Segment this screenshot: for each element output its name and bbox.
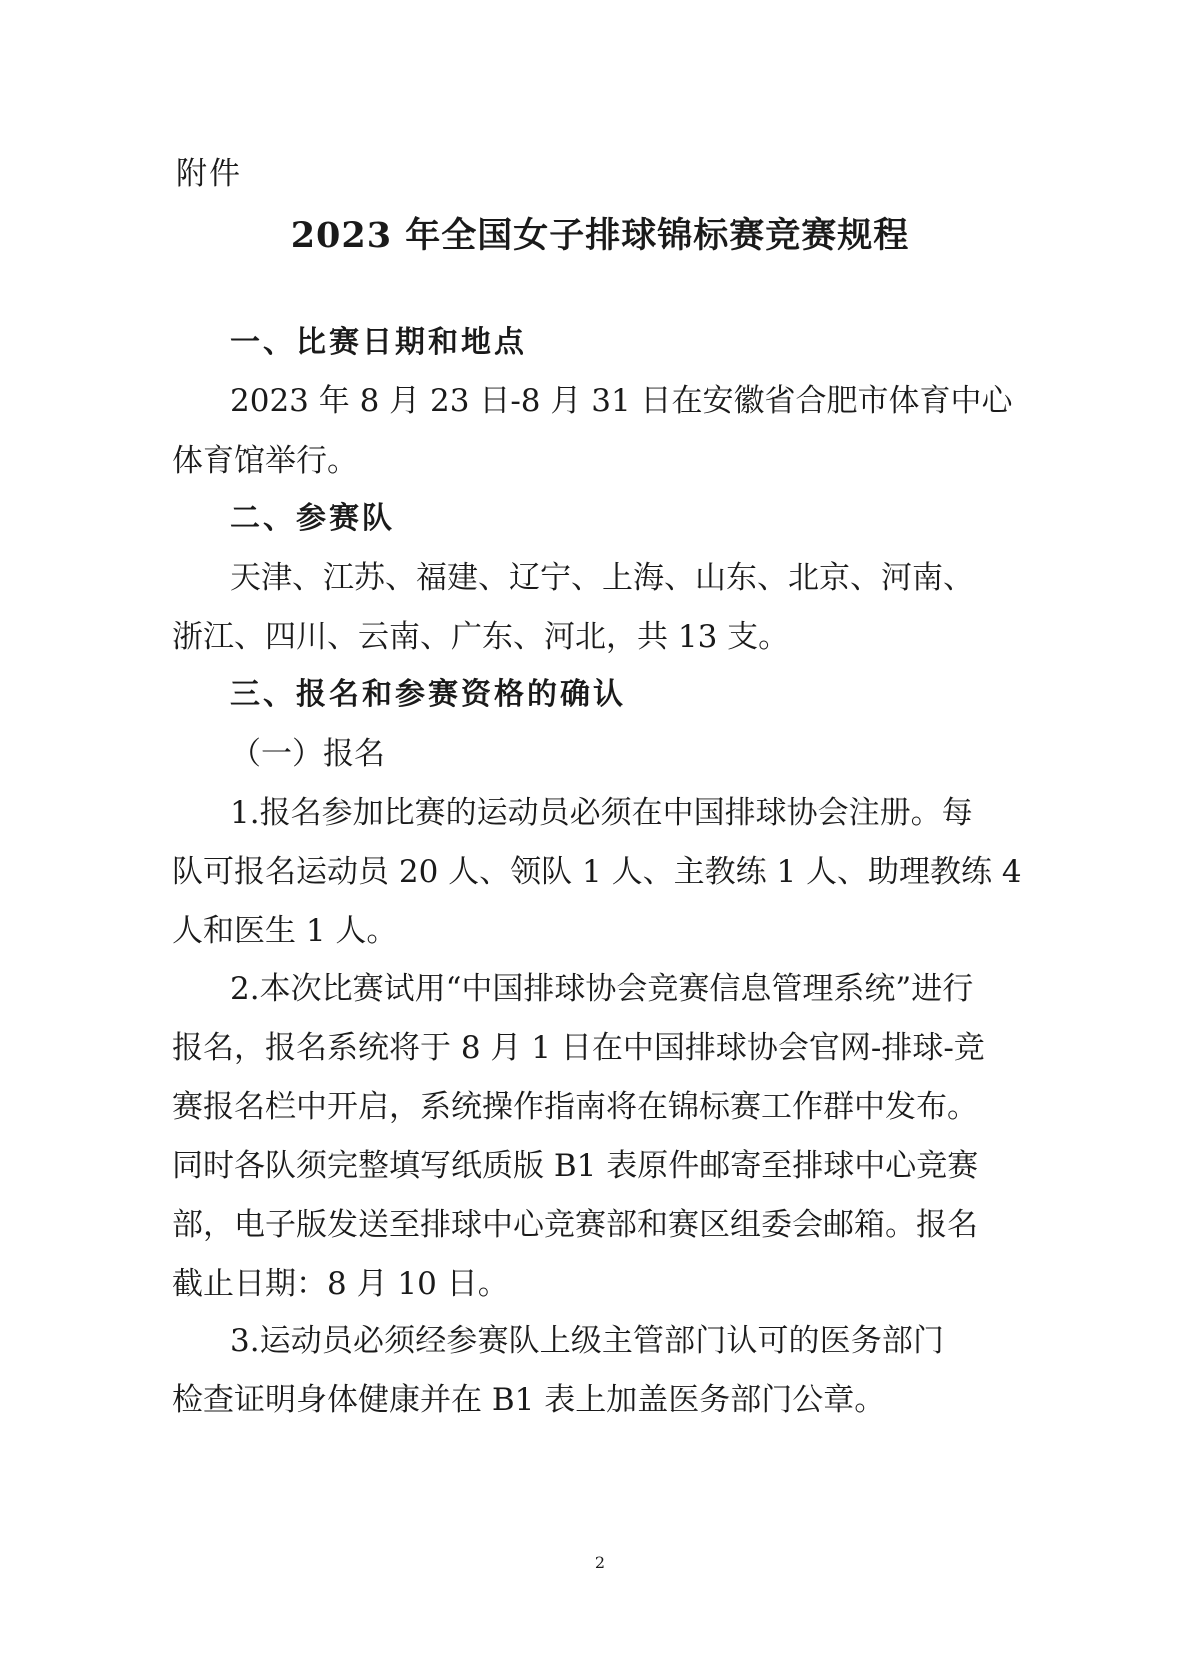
paragraph-line: 天津、江苏、福建、辽宁、上海、山东、北京、河南、 [230, 560, 974, 596]
paragraph-line: 截止日期：8 月 10 日。 [172, 1266, 509, 1302]
paragraph-line: 同时各队须完整填写纸质版 B1 表原件邮寄至排球中心竞赛 [172, 1148, 979, 1184]
paragraph-line: 1.报名参加比赛的运动员必须在中国排球协会注册。每 [230, 795, 973, 831]
paragraph-line: 2023 年 8 月 23 日-8 月 31 日在安徽省合肥市体育中心 [230, 383, 1013, 419]
paragraph-line: 2.本次比赛试用“中国排球协会竞赛信息管理系统”进行 [230, 971, 974, 1007]
page-number: 2 [594, 1553, 606, 1572]
paragraph-line: 检查证明身体健康并在 B1 表上加盖医务部门公章。 [172, 1382, 886, 1418]
paragraph-line: 队可报名运动员 20 人、领队 1 人、主教练 1 人、助理教练 4 [172, 854, 1022, 890]
paragraph-line: 报名，报名系统将于 8 月 1 日在中国排球协会官网-排球-竞 [172, 1030, 985, 1066]
paragraph-line: 浙江、四川、云南、广东、河北，共 13 支。 [172, 619, 790, 655]
section-heading-registration: 三、报名和参赛资格的确认 [230, 677, 626, 712]
document-title: 2023 年全国女子排球锦标赛竞赛规程 [290, 215, 910, 256]
section-heading-date-location: 一、比赛日期和地点 [230, 325, 527, 360]
section-heading-teams: 二、参赛队 [230, 501, 395, 536]
paragraph-line: 3.运动员必须经参赛队上级主管部门认可的医务部门 [230, 1323, 944, 1359]
attachment-label: 附件 [176, 156, 242, 192]
paragraph-line: 人和医生 1 人。 [172, 913, 398, 949]
paragraph-line: 体育馆举行。 [172, 443, 358, 479]
subsection-heading: （一）报名 [230, 736, 385, 772]
paragraph-line: 部，电子版发送至排球中心竞赛部和赛区组委会邮箱。报名 [172, 1207, 978, 1243]
paragraph-line: 赛报名栏中开启，系统操作指南将在锦标赛工作群中发布。 [172, 1089, 978, 1125]
